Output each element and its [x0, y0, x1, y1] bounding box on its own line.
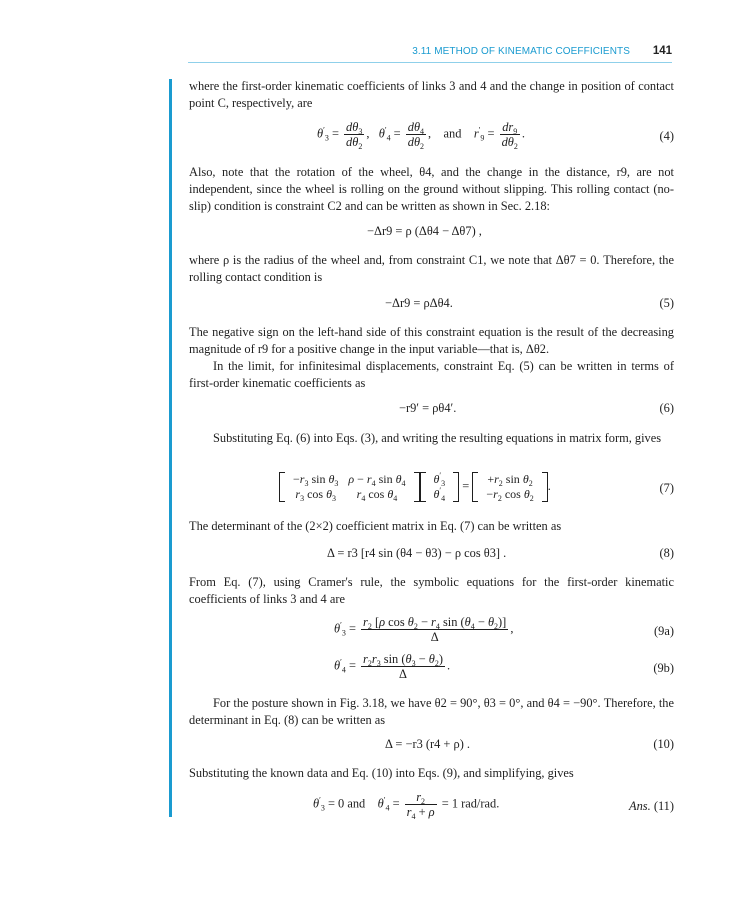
paragraph-10: Substituting the known data and Eq. (10) into Eqs. (9), and simplifying, gives [189, 766, 574, 780]
equation-9a-number: (9a) [654, 624, 674, 638]
paragraph-8: From Eq. (7), using Cramer's rule, the symbolic equations for the first-order kinematic coefficients of links 3 and 4 are [189, 575, 674, 606]
equation-5-number: (5) [659, 296, 674, 310]
equation-9a [189, 615, 674, 649]
equation-5 [189, 296, 674, 314]
equation-10-body: Δ = −r3 (r4 + ρ) . [385, 737, 471, 751]
equation-c2-body: −Δr9 = ρ (Δθ4 − Δθ7) , [367, 224, 482, 238]
equation-4-number: (4) [659, 129, 674, 143]
paragraph-2: Also, note that the rotation of the wheel, θ4, and the change in the distance, r9, are not independent, since the wheel is rolling on the ground without slipping. This rolling contact (no-slip) condition is constraint C2 and can be written as shown in Sec. 2.18: [189, 165, 674, 213]
equation-7 [189, 472, 674, 508]
equation-10 [189, 737, 674, 755]
running-header [188, 44, 672, 63]
equation-10-number: (10) [653, 737, 674, 751]
equation-11-mid: = 0 and [327, 796, 366, 811]
equation-6-number: (6) [659, 401, 674, 415]
equation-8-body: Δ = r3 [r4 sin (θ4 − θ3) − ρ cos θ3] . [327, 546, 507, 560]
equation-7-number: (7) [659, 481, 674, 495]
equation-9b [189, 652, 674, 686]
section-title: 3.11 METHOD OF KINEMATIC COEFFICIENTS [412, 46, 630, 57]
paragraph-5: In the limit, for infinitesimal displacements, constraint Eq. (5) can be written in terms of first-order kinematic coefficients as [189, 359, 674, 390]
equation-4 [189, 120, 674, 154]
equation-9b-number: (9b) [653, 661, 674, 675]
page-number: 141 [652, 45, 672, 57]
equation-4-and: and [443, 126, 462, 141]
equation-9b-body: $\theta'_4$ = $\frac{r_2r_3 \sin (\theta_3 - \theta_2)}{\Delta}$ . [334, 652, 451, 681]
answer-label: Ans. [629, 799, 651, 813]
equation-11-body: $\theta'_3 = 0$ and $\theta'_4$ = $\frac{r_2}{r_4 + \rho}$ = 1 rad/rad. [313, 790, 500, 821]
rhs-vector: $+r_2$ $\sin \theta_2$ $-r_2$ $\cos \theta_2$ [472, 472, 547, 502]
equation-11-number [629, 799, 674, 814]
equation-4-body: $\theta'_3$ = $\frac{d\theta_3}{d\theta_2}$ , $\theta'_4$ = $\frac{d\theta_4}{d\theta_2}$ , and $r'_9$ = $\frac{dr_9}{d\theta_2}$ . [317, 120, 525, 151]
paragraph-6: Substituting Eq. (6) into Eqs. (3), and writing the resulting equations in matrix form, gives [213, 431, 662, 445]
equation-7-body: $-r_3$ $\sin \theta_3$ $\rho - r_4$ $\sin \theta_4$ $r_3$ $\cos \theta_3$ $r_4$ $\cos \theta_4$ $\theta'_3$ $\theta'_4$ = $+r_2$ $\sin \theta_2$ $-r_2$ $\cos \theta_2$ . [279, 472, 551, 502]
unknown-vector: $\theta'_3$ $\theta'_4$ [420, 472, 460, 502]
equation-8-number: (8) [659, 546, 674, 560]
equation-c2 [189, 224, 674, 242]
coefficient-matrix: $-r_3$ $\sin \theta_3$ $\rho - r_4$ $\sin \theta_4$ $r_3$ $\cos \theta_3$ $r_4$ $\cos \theta_4$ [279, 472, 420, 502]
equation-11-unit: = 1 rad/rad. [441, 796, 500, 811]
equation-9a-body: $\theta'_3$ = $\frac{r_2 [\rho \cos \theta_2 - r_4 \sin (\theta_4 - \theta_2)]}{\Delta}$ , [334, 615, 514, 644]
equation-8 [189, 546, 674, 564]
equation-6-body: −r9′ = ρθ4′. [399, 401, 457, 415]
paragraph-9: For the posture shown in Fig. 3.18, we have θ2 = 90°, θ3 = 0°, and θ4 = −90°. Therefore, the determinant in Eq. (8) can be written as [189, 696, 674, 727]
paragraph-4: The negative sign on the left-hand side of this constraint equation is the result of the decreasing magnitude of r9 for a positive change in the input variable—that is, Δθ2. [189, 325, 674, 356]
equation-5-body: −Δr9 = ρΔθ4. [385, 296, 453, 310]
paragraph-1: where the first-order kinematic coefficients of links 3 and 4 and the change in position of contact point C, respectively, are [189, 79, 674, 110]
margin-change-bar [169, 79, 172, 817]
equation-11-num: (11) [653, 799, 674, 813]
paragraph-3: where ρ is the radius of the wheel and, from constraint C1, we note that Δθ7 = 0. Therefore, the rolling contact condition is [189, 253, 674, 284]
equation-6 [189, 401, 674, 419]
paragraph-7: The determinant of the (2×2) coefficient matrix in Eq. (7) can be written as [189, 519, 562, 533]
equation-11 [189, 790, 674, 824]
